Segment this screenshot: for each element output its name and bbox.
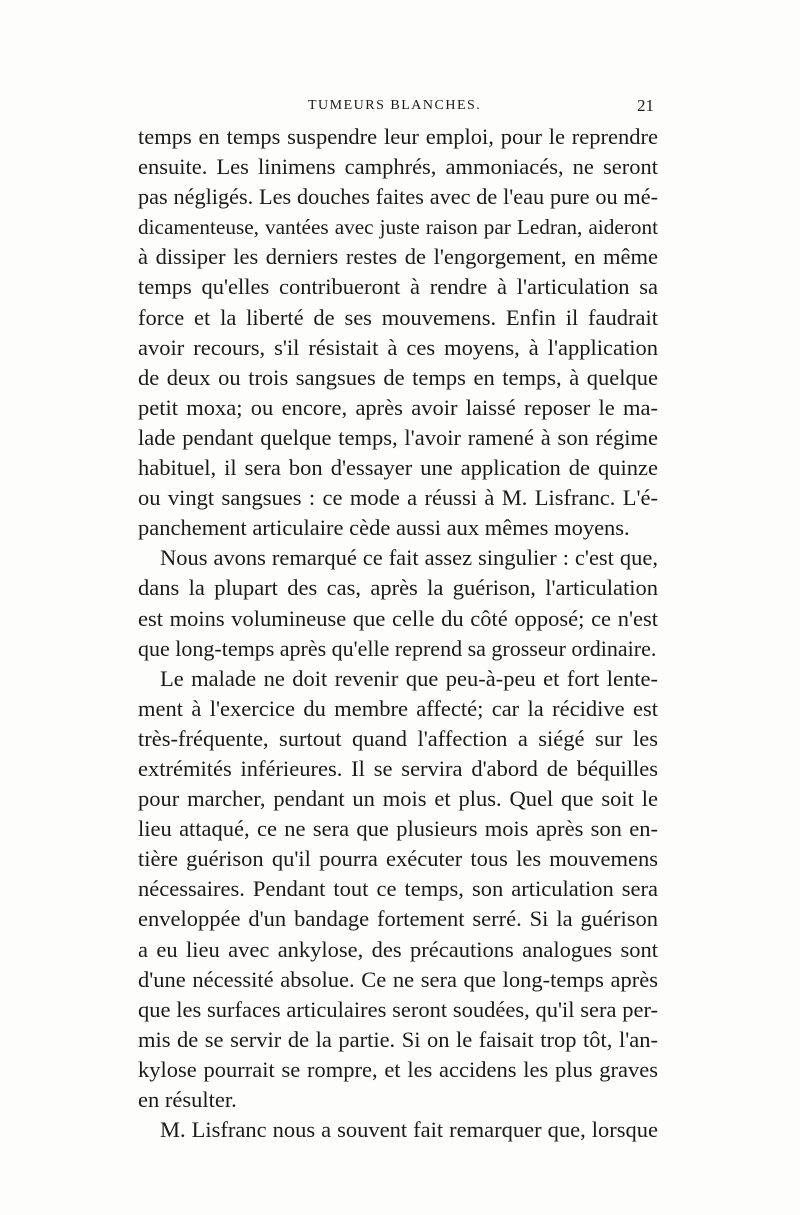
text-line: dans la plupart des cas, après la guérison, l'articulation xyxy=(138,575,658,601)
text-line: M. Lisfranc nous a souvent fait remarquer que, lorsque xyxy=(160,1117,658,1143)
body-text xyxy=(138,122,658,1145)
page-number: 21 xyxy=(637,96,654,115)
text-line: pas négligés. Les douches faites avec de l'eau pure ou mé- xyxy=(138,184,658,210)
text-line: nécessaires. Pendant tout ce temps, son articulation sera xyxy=(138,876,658,902)
text-line: avoir recours, s'il résistait à ces moyens, à l'application xyxy=(138,334,658,360)
text-line: Nous avons remarqué ce fait assez singulier : c'est que, xyxy=(160,545,658,571)
text-line: à dissiper les derniers restes de l'engorgement, en même xyxy=(138,244,658,270)
text-line: ou vingt sangsues : ce mode a réussi à M. Lisfranc. L'é- xyxy=(138,485,658,511)
text-line: très-fréquente, surtout quand l'affection a siégé sur les xyxy=(138,725,658,751)
text-line: temps qu'elles contribueront à rendre à l'articulation sa xyxy=(138,274,658,300)
text-line: d'une nécessité absolue. Ce ne sera que long-temps après xyxy=(138,966,658,992)
text-line: ensuite. Les linimens camphrés, ammoniacés, ne seront xyxy=(138,154,658,180)
running-title: TUMEURS BLANCHES. xyxy=(308,98,482,113)
text-line: Le malade ne doit revenir que peu-à-peu et fort lente- xyxy=(160,665,658,691)
text-line: mis de se servir de la partie. Si on le faisait trop tôt, l'an- xyxy=(138,1026,658,1052)
text-line: force et la liberté de ses mouvemens. Enfin il faudrait xyxy=(138,304,658,330)
text-line: en résulter. xyxy=(138,1087,237,1112)
text-line: kylose pourrait se rompre, et les accidens les plus graves xyxy=(138,1056,658,1082)
text-line: temps en temps suspendre leur emploi, pour le reprendre xyxy=(138,124,658,149)
text-line: que les surfaces articulaires seront soudées, qu'il sera per- xyxy=(138,996,658,1022)
text-line: lieu attaqué, ce ne sera que plusieurs mois après son en- xyxy=(138,816,658,842)
text-line: habituel, il sera bon d'essayer une application de quinze xyxy=(138,455,658,481)
running-head xyxy=(138,98,658,120)
text-line: enveloppée d'un bandage fortement serré. Si la guérison xyxy=(138,906,658,932)
text-line: de deux ou trois sangsues de temps en temps, à quelque xyxy=(138,364,658,390)
text-line: panchement articulaire cède aussi aux mêmes moyens. xyxy=(138,515,630,541)
text-line: pour marcher, pendant un mois et plus. Quel que soit le xyxy=(138,786,658,812)
text-line: tière guérison qu'il pourra exécuter tous les mouvemens xyxy=(138,846,658,872)
text-line: a eu lieu avec ankylose, des précautions analogues sont xyxy=(138,936,658,962)
text-line: que long-temps après qu'elle reprend sa grosseur ordinaire. xyxy=(138,635,657,661)
text-line: lade pendant quelque temps, l'avoir ramené à son régime xyxy=(138,424,658,450)
text-line: ment à l'exercice du membre affecté; car la récidive est xyxy=(138,695,658,721)
text-line: extrémités inférieures. Il se servira d'abord de béquilles xyxy=(138,755,658,781)
text-line: petit moxa; ou encore, après avoir laissé reposer le ma- xyxy=(138,394,658,420)
text-line: est moins volumineuse que celle du côté opposé; ce n'est xyxy=(138,605,658,631)
text-line: dicamenteuse, vantées avec juste raison par Ledran, aideront xyxy=(138,215,658,240)
